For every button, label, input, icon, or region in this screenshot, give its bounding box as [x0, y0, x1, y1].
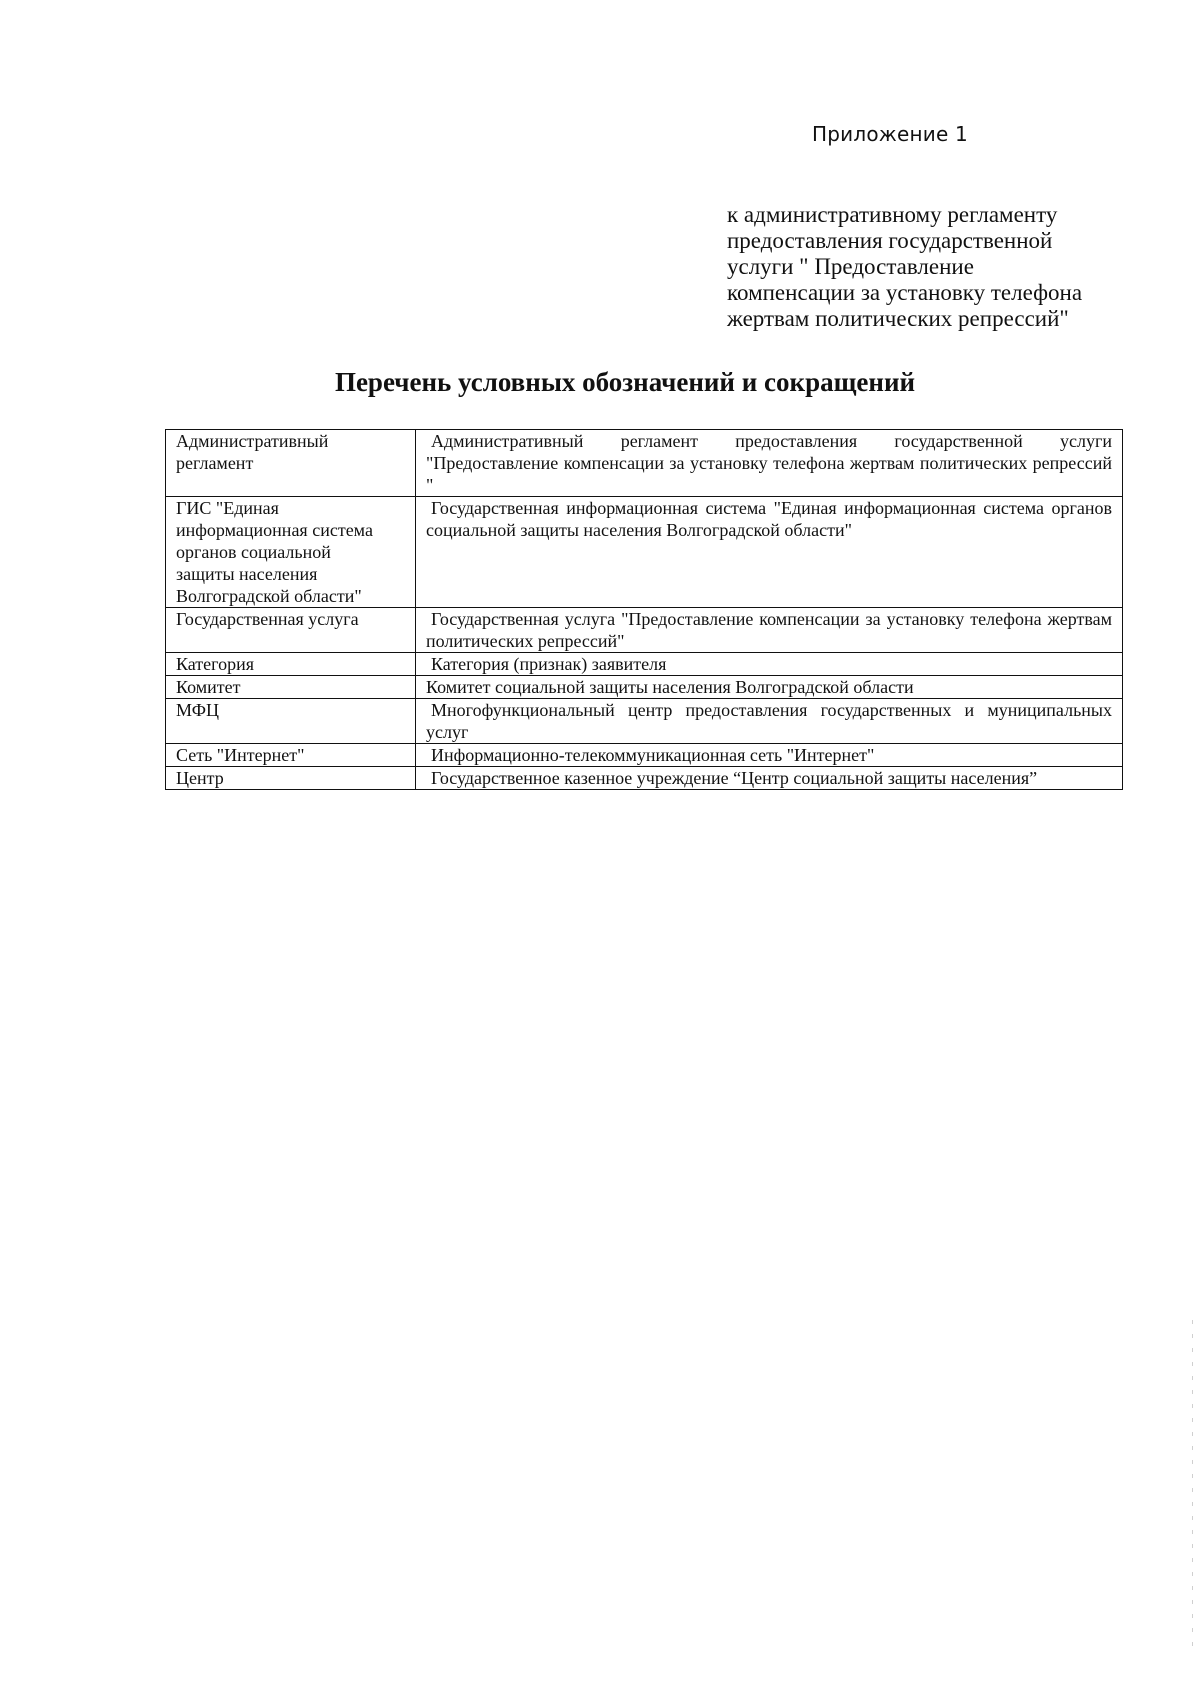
table-row	[166, 767, 1123, 790]
term-line: защиты населения	[176, 564, 318, 584]
term-line: регламент	[176, 453, 254, 473]
definition-cell: Комитет социальной защиты населения Волгоградской области	[416, 676, 1123, 699]
definition-cell: Государственное казенное учреждение “Центр социальной защиты населения”	[416, 767, 1123, 790]
table-row	[166, 653, 1123, 676]
definition-cell: Государственная информационная система "Единая информационная система органов социальной защиты населения Волгоградской области"	[416, 497, 1123, 608]
appendix-label: Приложение 1	[812, 122, 968, 146]
term-line: Комитет	[176, 677, 241, 697]
reference-line: компенсации за установку телефона	[727, 280, 1083, 305]
term-line: Административный	[176, 431, 329, 451]
term-cell	[166, 653, 416, 676]
document-title: Перечень условных обозначений и сокращений	[334, 367, 916, 397]
appendix-reference	[727, 202, 1127, 332]
definition-cell: Административный регламент предоставления государственной услуги "Предоставление компенсации за установку телефона жертвам политических репрессий "	[416, 430, 1123, 497]
term-cell	[166, 430, 416, 497]
table-row	[166, 430, 1123, 497]
term-line: Центр	[176, 768, 224, 788]
term-line: ГИС "Единая	[176, 498, 279, 518]
reference-line: услуги " Предоставление	[727, 254, 974, 279]
reference-line: предоставления государственной	[727, 228, 1053, 253]
definition-cell: Категория (признак) заявителя	[416, 653, 1123, 676]
definition-cell: Информационно-телекоммуникационная сеть "Интернет"	[416, 744, 1123, 767]
reference-line: жертвам политических репрессий"	[727, 306, 1069, 331]
term-cell	[166, 767, 416, 790]
abbreviations-table	[165, 429, 1123, 790]
term-cell	[166, 676, 416, 699]
scan-edge-mark	[1192, 1320, 1193, 1650]
table-row	[166, 497, 1123, 608]
term-line: информационная система	[176, 520, 373, 540]
definition-cell: Государственная услуга "Предоставление компенсации за установку телефона жертвам политических репрессий"	[416, 608, 1123, 653]
table-row	[166, 608, 1123, 653]
term-line: МФЦ	[176, 700, 219, 720]
table-row	[166, 699, 1123, 744]
table-row	[166, 676, 1123, 699]
definition-cell: Многофункциональный центр предоставления государственных и муниципальных услуг	[416, 699, 1123, 744]
term-line: Категория	[176, 654, 254, 674]
term-cell	[166, 699, 416, 744]
term-line: органов социальной	[176, 542, 331, 562]
table-row	[166, 744, 1123, 767]
term-line: Сеть "Интернет"	[176, 745, 305, 765]
term-line: Волгоградской области"	[176, 586, 362, 606]
reference-line: к административному регламенту	[727, 202, 1058, 227]
term-cell	[166, 497, 416, 608]
term-cell	[166, 744, 416, 767]
term-line: Государственная услуга	[176, 609, 359, 629]
term-cell	[166, 608, 416, 653]
